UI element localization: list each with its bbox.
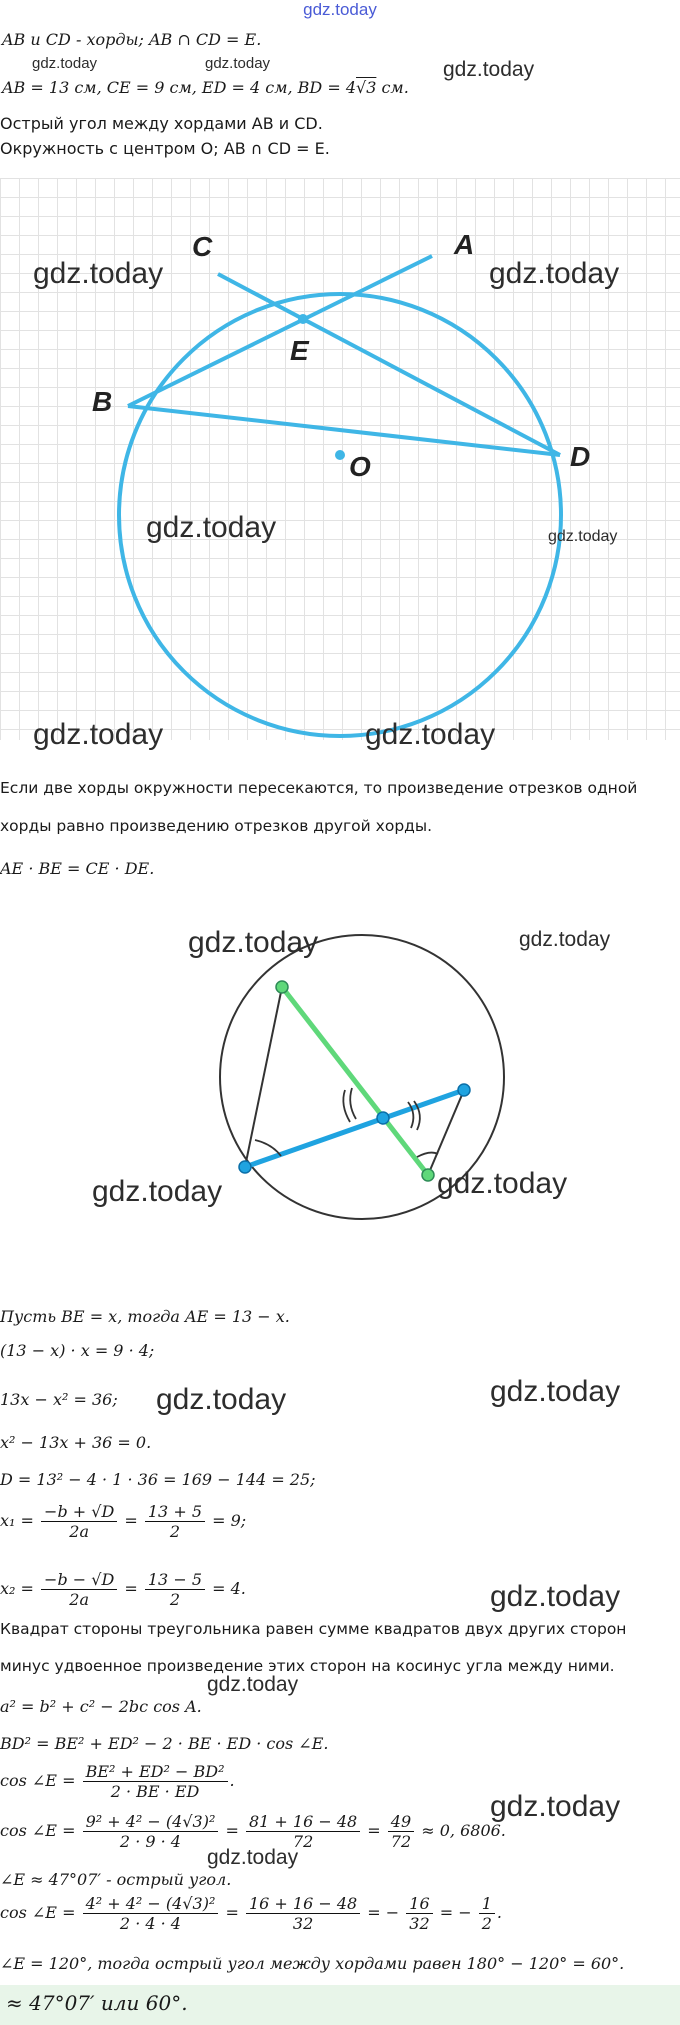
cos-e-case-1: cos ∠E = $\frac{\text{9² + 4² − (4√3)²}}{2 \cdot 9 \cdot 4}$ = $\frac{81 + 16 - 48}{72}$ = $\frac{49}{72}$ ≈ 0, 6806. <box>0 1812 506 1851</box>
watermark: gdz.today <box>490 1375 621 1408</box>
header-logo[interactable]: gdz.today <box>303 0 377 19</box>
let-line: Пусть BE = x, тогда AE = 13 − x. <box>0 1307 290 1326</box>
watermark: gdz.today <box>207 1673 299 1696</box>
watermark: gdz.today <box>146 511 277 544</box>
watermark: gdz.today <box>32 55 98 72</box>
chord-blue <box>245 1090 464 1167</box>
watermark: gdz.today <box>205 55 271 72</box>
point-green-2 <box>422 1169 434 1181</box>
find-line: Острый угол между хордами AB и CD. <box>0 114 323 133</box>
chord-ab <box>128 256 432 406</box>
watermark: gdz.today <box>489 257 620 290</box>
point-blue-2 <box>458 1084 470 1096</box>
eq-3: x² − 13x + 36 = 0. <box>0 1433 152 1452</box>
watermark: gdz.today <box>188 926 319 959</box>
given-line-1: AB и CD - хорды; AB ∩ CD = E. <box>2 30 262 49</box>
theorem-line-2: хорды равно произведению отрезков другой хорды. <box>0 817 433 835</box>
cosine-law-line-2: минус удвоенное произведение этих сторон на косинус угла между ними. <box>0 1657 615 1675</box>
point-green-1 <box>276 981 288 993</box>
watermark: gdz.today <box>33 257 164 290</box>
cosine-law-formula: a² = b² + c² − 2bc cos A. <box>0 1697 202 1716</box>
angle-result-2: ∠E = 120°, тогда острый угол между хордами равен 180° − 120° = 60°. <box>0 1954 625 1973</box>
x1-line: x₁ = $\frac{-b + √D}{2a}$ = $\frac{13 + 5}{2}$ = 9; <box>0 1502 247 1541</box>
watermark: gdz.today <box>443 58 535 81</box>
cos-e-general: cos ∠E = $\frac{\text{BE² + ED² − BD²}}{2 \cdot BE \cdot ED}$ . <box>0 1762 235 1801</box>
point-intersection <box>377 1112 389 1124</box>
answer-box <box>0 1985 680 2025</box>
solution-start: Окружность с центром O; AB ∩ CD = E. <box>0 139 330 158</box>
discriminant: D = 13² − 4 · 1 · 36 = 169 − 144 = 25; <box>0 1470 316 1489</box>
angle-result-1: ∠E ≈ 47°07′ - острый угол. <box>0 1870 232 1889</box>
answer-text: ≈ 47°07′ или 60°. <box>6 1991 188 2015</box>
given-line-2: AB = 13 см, CE = 9 см, ED = 4 см, BD = 4√3 см. <box>2 78 409 97</box>
point-e <box>298 314 308 324</box>
angle-arc-center-2 <box>350 1088 356 1119</box>
angle-arc-center-1 <box>343 1090 350 1122</box>
label-d: D <box>570 441 591 472</box>
watermark: gdz.today <box>92 1175 223 1208</box>
x2-line: x₂ = $\frac{-b - √D}{2a}$ = $\frac{13 - 5}{2}$ = 4. <box>0 1570 246 1609</box>
segment-left <box>245 987 282 1167</box>
segment-bd <box>128 406 560 455</box>
bd-formula: BD² = BE² + ED² − 2 · BE · ED · cos ∠E. <box>0 1734 329 1753</box>
watermark: gdz.today <box>490 1790 621 1823</box>
watermark: gdz.today <box>207 1846 299 1869</box>
label-c: C <box>192 231 213 262</box>
theorem-line-1: Если две хорды окружности пересекаются, то произведение отрезков одной <box>0 779 638 797</box>
label-o: O <box>349 451 371 482</box>
watermark: gdz.today <box>490 1580 621 1613</box>
label-a: A <box>454 229 475 260</box>
eq-1: (13 − x) · x = 9 · 4; <box>0 1341 155 1360</box>
watermark: gdz.today <box>519 928 611 951</box>
watermark: gdz.today <box>548 528 618 545</box>
watermark: gdz.today <box>365 718 496 751</box>
label-b: B <box>92 386 113 417</box>
cosine-law-line-1: Квадрат стороны треугольника равен сумме квадратов двух других сторон <box>0 1620 627 1638</box>
eq-2: 13x − x² = 36; <box>0 1390 118 1409</box>
cos-e-case-2: cos ∠E = $\frac{\text{4² + 4² − (4√3)²}}{2 \cdot 4 \cdot 4}$ = $\frac{16 + 16 - 48}{32}$ = − $\frac{16}{32}$ = − $\frac{1}{2}$ . <box>0 1894 503 1933</box>
watermark: gdz.today <box>156 1383 287 1416</box>
watermark: gdz.today <box>33 718 164 751</box>
label-e: E <box>290 335 309 366</box>
point-blue-1 <box>239 1161 251 1173</box>
watermark: gdz.today <box>437 1167 568 1200</box>
point-o <box>335 450 345 460</box>
theorem-formula: AE · BE = CE · DE. <box>0 859 155 878</box>
